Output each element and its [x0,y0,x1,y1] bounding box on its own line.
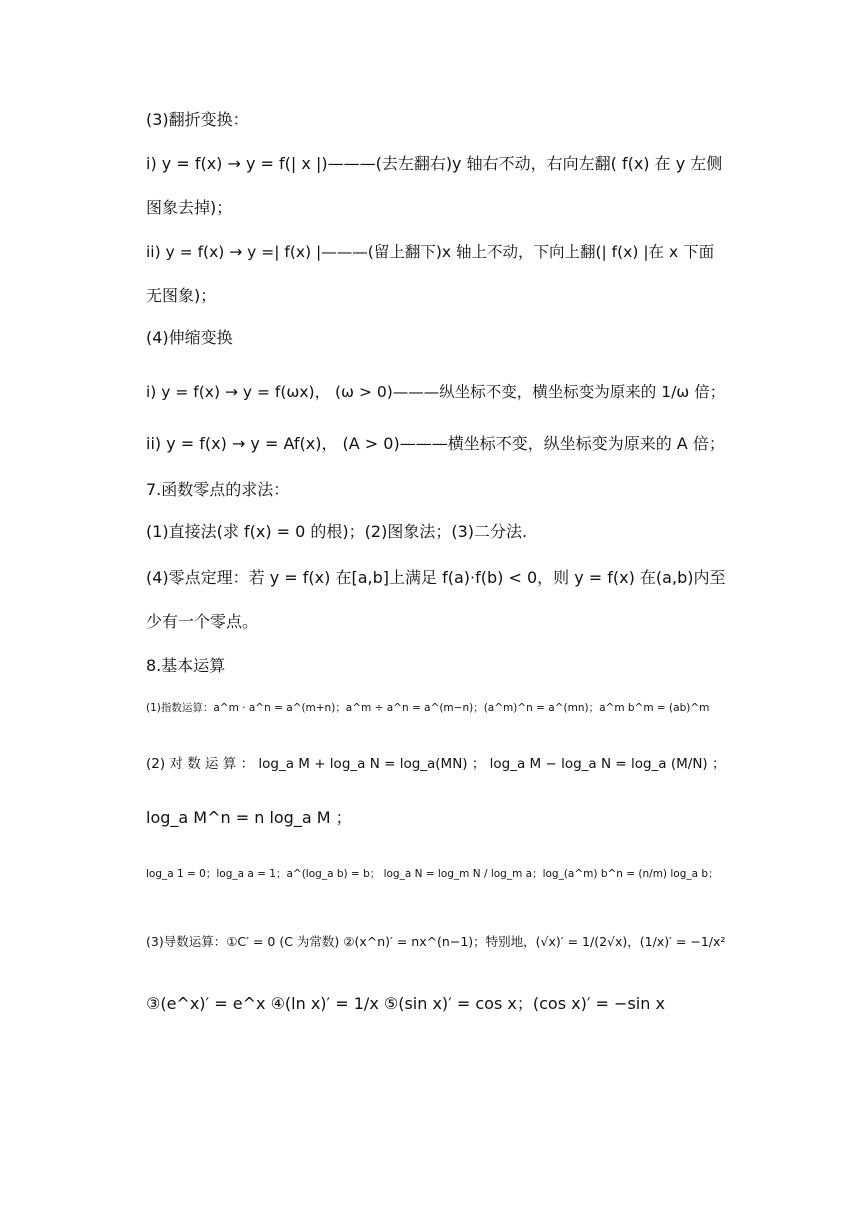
text-line: 无图象)； [146,286,217,305]
formula-line: (3)导数运算：①C′ = 0 (C 为常数) ②(x^n)′ = nx^(n−1)；特别地，(√x)′ = 1/(2√x)，(1/x)′ = −1/x² [146,934,726,949]
text-line: (3)翻折变换： [146,110,249,129]
formula-line: (2) 对 数 运 算 ： log_a M + log_a N = log_a(MN) ； log_a M − log_a N = log_a (M/N) ； [146,756,726,772]
text-line: i) y = f(x) → y = f(| x |)———(去左翻右)y 轴右不动，右向左翻( f(x) 在 y 左侧 [146,154,723,173]
text-line: 少有一个零点。 [146,612,259,631]
text-line: (1)直接法(求 f(x) = 0 的根)；(2)图象法；(3)二分法. [146,522,528,541]
text-line: ii) y = f(x) → y =| f(x) |———(留上翻下)x 轴上不动，下向上翻(| f(x) |在 x 下面 [146,243,715,261]
text-line: 图象去掉)； [146,198,233,217]
text-line: i) y = f(x) → y = f(ωx)， (ω > 0)———纵坐标不变，横坐标变为原来的 1/ω 倍； [146,383,726,401]
formula-line: ③(e^x)′ = e^x ④(ln x)′ = 1/x ⑤(sin x)′ = cos x；(cos x)′ = −sin x [146,994,665,1013]
formula-line: log_a 1 = 0；log_a a = 1；a^(log_a b) = b； log_a N = log_m N / log_m a；log_(a^m) b^n = (n/m) log_a b； [146,868,719,880]
formula-line: (1)指数运算：a^m · a^n = a^(m+n)；a^m ÷ a^n = a^(m−n)；(a^m)^n = a^(mn)；a^m b^m = (ab)^m [146,702,710,714]
formula-line: log_a M^n = n log_a M ； [146,808,352,827]
text-line: ii) y = f(x) → y = Af(x)， (A > 0)———横坐标不变，纵坐标变为原来的 A 倍； [146,434,725,453]
text-line: (4)零点定理：若 y = f(x) 在[a,b]上满足 f(a)·f(b) < 0，则 y = f(x) 在(a,b)内至 [146,568,726,587]
section-heading: 8.基本运算 [146,656,226,675]
section-heading: 7.函数零点的求法： [146,480,290,499]
text-line: (4)伸缩变换 [146,328,233,347]
